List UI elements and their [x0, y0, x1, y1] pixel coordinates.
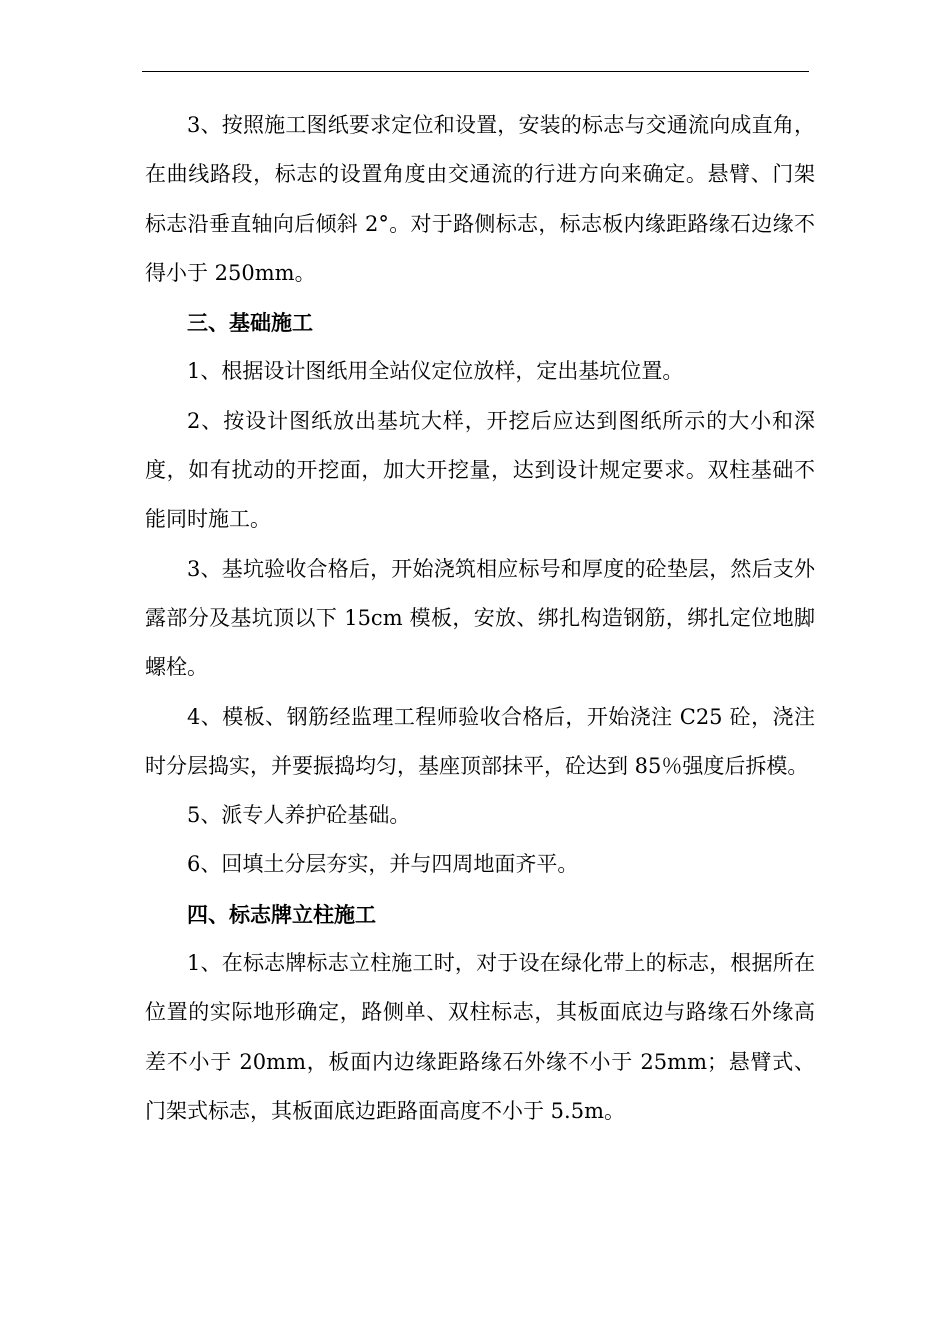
paragraph-foundation-step-5: 5、派专人养护砼基础。 — [187, 803, 411, 828]
header-rule — [142, 71, 809, 72]
paragraph-foundation-step-2: 2、按设计图纸放出基坑大样，开挖后应达到图纸所示的大小和深度，如有扰动的开挖面，加大开挖量，达到设计规定要求。双柱基础不能同时施工。 — [145, 408, 815, 532]
paragraph-sign-post-step-1: 1、在标志牌标志立柱施工时，对于设在绿化带上的标志，根据所在位置的实际地形确定，路侧单、双柱标志，其板面底边与路缘石外缘高差不小于 20mm，板面内边缘距路缘石外缘不小于 25mm；悬臂式、门架式标志，其板面底边距路面高度不小于 5.5m。 — [145, 951, 815, 1123]
paragraph-foundation-step-6: 6、回填土分层夯实，并与四周地面齐平。 — [187, 852, 579, 877]
heading-foundation-construction: 三、基础施工 — [187, 310, 313, 336]
paragraph-sign-installation: 3、按照施工图纸要求定位和设置，安装的标志与交通流向成直角，在曲线路段，标志的设置角度由交通流的行进方向来确定。悬臂、门架标志沿垂直轴向后倾斜 2°。对于路侧标志，标志板内缘距路缘石边缘不得小于 250mm。 — [145, 113, 815, 285]
heading-sign-post-construction: 四、标志牌立柱施工 — [187, 901, 376, 927]
document-body — [145, 101, 815, 1136]
paragraph-foundation-step-1: 1、根据设计图纸用全站仪定位放样，定出基坑位置。 — [187, 359, 684, 384]
paragraph-foundation-step-3: 3、基坑验收合格后，开始浇筑相应标号和厚度的砼垫层，然后支外露部分及基坑顶以下 15cm 模板，安放、绑扎构造钢筋，绑扎定位地脚螺栓。 — [145, 556, 815, 680]
paragraph-foundation-step-4: 4、模板、钢筋经监理工程师验收合格后，开始浇注 C25 砼，浇注时分层捣实，并要振捣均匀，基座顶部抹平，砼达到 85％强度后拆模。 — [145, 704, 815, 778]
